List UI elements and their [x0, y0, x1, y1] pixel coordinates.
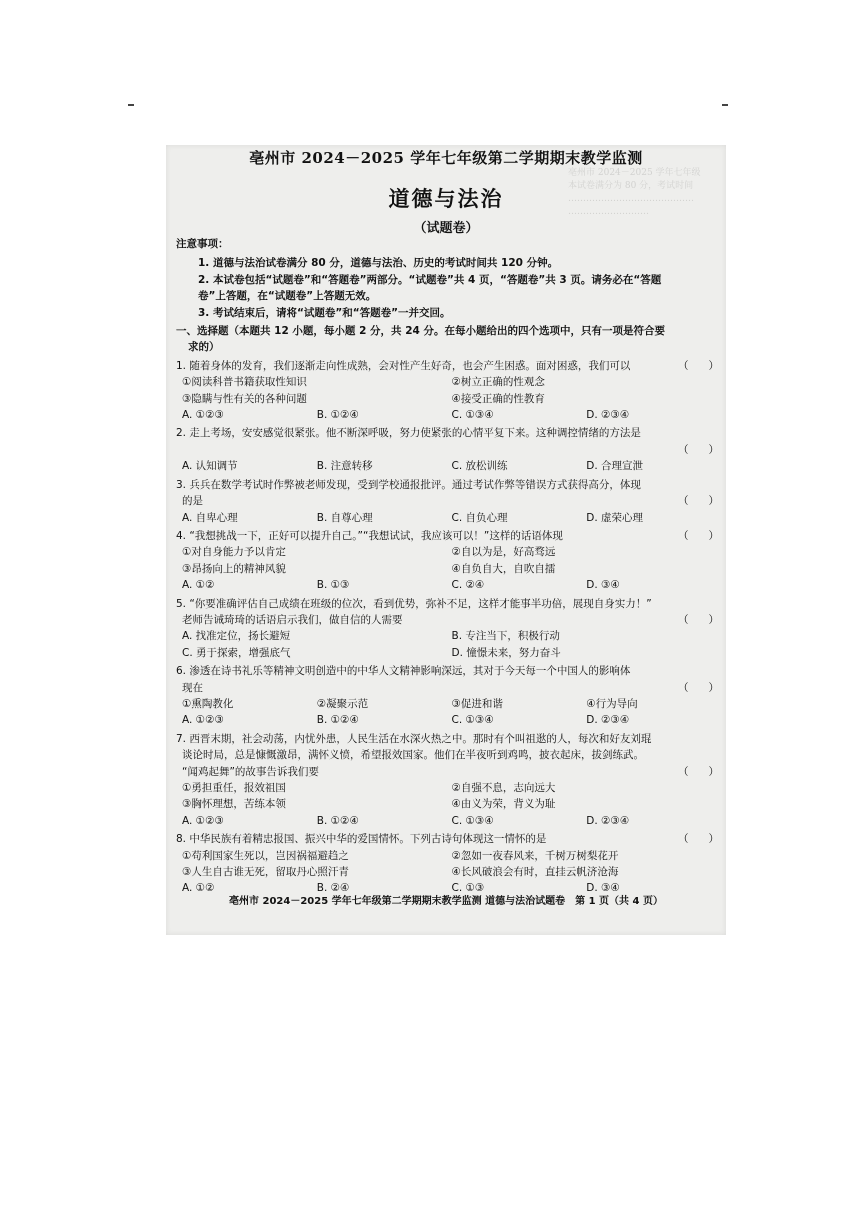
option: D. ②③④ — [586, 409, 630, 422]
option: A. ①② — [182, 579, 215, 592]
option: B. 注意转移 — [316, 460, 373, 473]
option: A. 自卑心理 — [182, 511, 238, 524]
option: D. 憧憬未来，努力奋斗 — [451, 646, 561, 659]
statement: ①苟利国家生死以，岂因祸福避趋之 — [182, 849, 349, 862]
question-stem — [176, 358, 721, 374]
option: B. ①②④ — [316, 814, 359, 827]
statement: ②忽如一夜春风来，千树万树梨花开 — [451, 849, 619, 862]
answer-paren: （ ） — [677, 681, 719, 694]
option: C. ①③④ — [451, 409, 494, 422]
option: D. ③④ — [586, 579, 620, 592]
question-stem — [176, 680, 721, 696]
stem-text: “闻鸡起舞”的故事告诉我们要 — [182, 765, 319, 778]
stem-text: 的是 — [182, 495, 203, 508]
question-5 — [176, 596, 721, 662]
question-8 — [176, 831, 721, 897]
exam-paper — [166, 145, 726, 935]
stem-text: 现在 — [182, 681, 203, 694]
bleed-line: …………………………………… — [568, 194, 694, 204]
option-row — [176, 458, 721, 474]
corner-mark-right — [722, 104, 728, 106]
bleed-line: 亳州市 2024－2025 学年七年级 — [568, 168, 701, 178]
statement: ③胸怀理想，苦练本领 — [182, 798, 286, 811]
question-stem — [176, 831, 721, 847]
statement: ②自强不息，志向远大 — [451, 782, 556, 794]
question-3 — [176, 477, 721, 526]
statement-row — [176, 796, 721, 812]
option-row — [176, 577, 721, 593]
volume-label: （试题卷） — [413, 221, 479, 236]
option: C. ①③④ — [451, 814, 494, 827]
statement-row — [176, 780, 721, 796]
option: A. ①②③ — [182, 409, 224, 422]
question-1 — [176, 358, 721, 424]
option: C. ①③ — [451, 882, 485, 895]
option-row — [176, 628, 721, 644]
option: B. 自尊心理 — [316, 511, 373, 524]
subject-title: 道德与法治 — [388, 187, 504, 211]
option: B. 专注当下，积极行动 — [451, 630, 560, 643]
notice-item: 2. 本试卷包括“试题卷”和“答题卷”两部分。“试题卷”共 4 页，“答题卷”共 3 页。请务必在“答题 — [198, 273, 662, 286]
option: A. 认知调节 — [182, 460, 238, 473]
statement-row — [176, 544, 721, 560]
statement: ④长风破浪会有时，直挂云帆济沧海 — [451, 866, 619, 879]
statement: ④行为导向 — [586, 697, 638, 710]
notice-item: 1. 道德与法治试卷满分 80 分，道德与法治、历史的考试时间共 120 分钟。 — [198, 257, 559, 270]
option-row — [176, 712, 721, 728]
statement-row — [176, 864, 721, 880]
statement: ③昂扬向上的精神风貌 — [182, 562, 286, 575]
statement: ③促进和谐 — [451, 697, 503, 710]
bleed-line: ……………………… — [568, 207, 649, 217]
question-stem — [176, 528, 721, 544]
statement-row — [176, 561, 721, 577]
option: C. 勇于探索，增强底气 — [182, 646, 291, 659]
notice-title: 注意事项： — [176, 238, 229, 250]
option: B. ①②④ — [316, 714, 359, 727]
notice-list — [176, 255, 721, 321]
option-row — [176, 510, 721, 526]
statement: ④由义为荣，背义为耻 — [451, 798, 556, 811]
option: C. 放松训练 — [451, 460, 508, 473]
statement: ④接受正确的性教育 — [451, 392, 545, 405]
section-heading-line: 一、选择题（本题共 12 小题，每小题 2 分，共 24 分。在每小题给出的四个选项中，只有一项是符合要 — [176, 325, 665, 338]
option-row — [176, 813, 721, 829]
notice-item: 3. 考试结束后，请将“试题卷”和“答题卷”一并交回。 — [198, 306, 451, 319]
statement: ④自负自大，自吹自擂 — [451, 562, 556, 575]
option: A. ①②③ — [182, 814, 224, 827]
stem-text: 6. 渗透在诗书礼乐等精神文明创造中的中华人文精神影响深远，其对于今天每一个中国人的影响体 — [176, 665, 631, 678]
answer-paren: （ ） — [677, 495, 719, 508]
stem-text: 谈论时局，总是慷慨激昂，满怀义愤，希望报效国家。他们在半夜听到鸡鸣，披衣起床，拔剑练武。 — [182, 749, 644, 762]
statement: ①勇担重任，报效祖国 — [182, 782, 286, 794]
question-stem — [176, 493, 721, 509]
statement-row — [176, 696, 721, 712]
section-heading-line: 求的） — [188, 341, 220, 354]
answer-paren: （ ） — [677, 833, 719, 846]
option: D. 虚荣心理 — [586, 511, 644, 524]
option-row — [176, 407, 721, 423]
page-footer: 亳州市 2024－2025 学年七年级第二学期期末教学监测 道德与法治试题卷 第 1 页（共 4 页） — [229, 896, 663, 907]
answer-paren: （ ） — [677, 529, 719, 542]
statement: ③隐瞒与性有关的各种问题 — [182, 392, 307, 405]
section-heading — [176, 323, 721, 356]
option: C. ②④ — [451, 579, 485, 592]
option: B. ①②④ — [316, 409, 359, 422]
answer-paren: （ ） — [677, 443, 719, 456]
exam-title: 亳州市 2024－2025 学年七年级第二学期期末教学监测 — [249, 149, 643, 167]
statement-row — [176, 848, 721, 864]
statement: ①熏陶教化 — [182, 697, 234, 710]
question-stem — [176, 764, 721, 780]
statement: ②凝聚示范 — [316, 697, 369, 710]
question-stem — [176, 612, 721, 628]
answer-paren: （ ） — [677, 613, 719, 626]
statement-row — [176, 374, 721, 390]
question-4 — [176, 528, 721, 594]
stem-text: 4. “我想挑战一下，正好可以提升自己。”“我想试试，我应该可以！”这样的话语体现 — [176, 529, 563, 542]
stem-text: 7. 西晋末期，社会动荡，内忧外患，人民生活在水深火热之中。那时有个叫祖逖的人，每次和好友刘琨 — [176, 732, 652, 745]
statement: ②自以为是，好高骛远 — [451, 546, 556, 559]
option: D. ②③④ — [586, 814, 630, 827]
answer-paren: （ ） — [677, 359, 719, 372]
bleed-line: 本试卷满分为 80 分，考试时间 — [568, 181, 694, 191]
option: C. ①③④ — [451, 714, 494, 727]
statement: ③人生自古谁无死，留取丹心照汗青 — [182, 866, 349, 879]
question-7 — [176, 731, 721, 829]
statement: ②树立正确的性观念 — [451, 376, 545, 389]
option: C. 自负心理 — [451, 511, 508, 524]
stem-text: 3. 兵兵在数学考试时作弊被老师发现，受到学校通报批评。通过考试作弊等错误方式获得高分，体现 — [176, 478, 641, 491]
exam-content — [176, 236, 721, 897]
option: D. ③④ — [586, 882, 620, 895]
question-2 — [176, 425, 721, 474]
answer-paren: （ ） — [677, 765, 719, 778]
notice-item-continued: 卷”上答题，在“试题卷”上答题无效。 — [198, 290, 377, 303]
option: D. 合理宣泄 — [586, 460, 644, 473]
option: A. ①②③ — [182, 714, 224, 727]
stem-text: 8. 中华民族有着精忠报国、振兴中华的爱国情怀。下列古诗句体现这一情怀的是 — [176, 833, 547, 846]
option-row — [176, 645, 721, 661]
option: A. ①② — [182, 882, 215, 895]
corner-mark-left — [128, 104, 134, 106]
stem-text: 1. 随着身体的发育，我们逐渐走向性成熟，会对性产生好奇，也会产生困惑。面对困惑，我们可以 — [176, 359, 631, 372]
statement: ①阅读科普书籍获取性知识 — [182, 376, 307, 389]
option: B. ②④ — [316, 882, 350, 895]
statement: ①对自身能力予以肯定 — [182, 546, 286, 559]
option: A. 找准定位，扬长避短 — [182, 630, 291, 643]
statement-row — [176, 391, 721, 407]
stem-text: 老师告诫琦琦的话语启示我们，做自信的人需要 — [182, 613, 403, 626]
stem-text: 5. “你要准确评估自己成绩在班级的位次，看到优势，弥补不足，这样才能事半功倍，展现自身实力！” — [176, 597, 652, 610]
question-6 — [176, 663, 721, 729]
stem-text: 2. 走上考场，安安感觉很紧张。他不断深呼吸，努力使紧张的心情平复下来。这种调控情绪的方法是 — [176, 427, 641, 440]
option: B. ①③ — [316, 579, 350, 592]
option: D. ②③④ — [586, 714, 630, 727]
